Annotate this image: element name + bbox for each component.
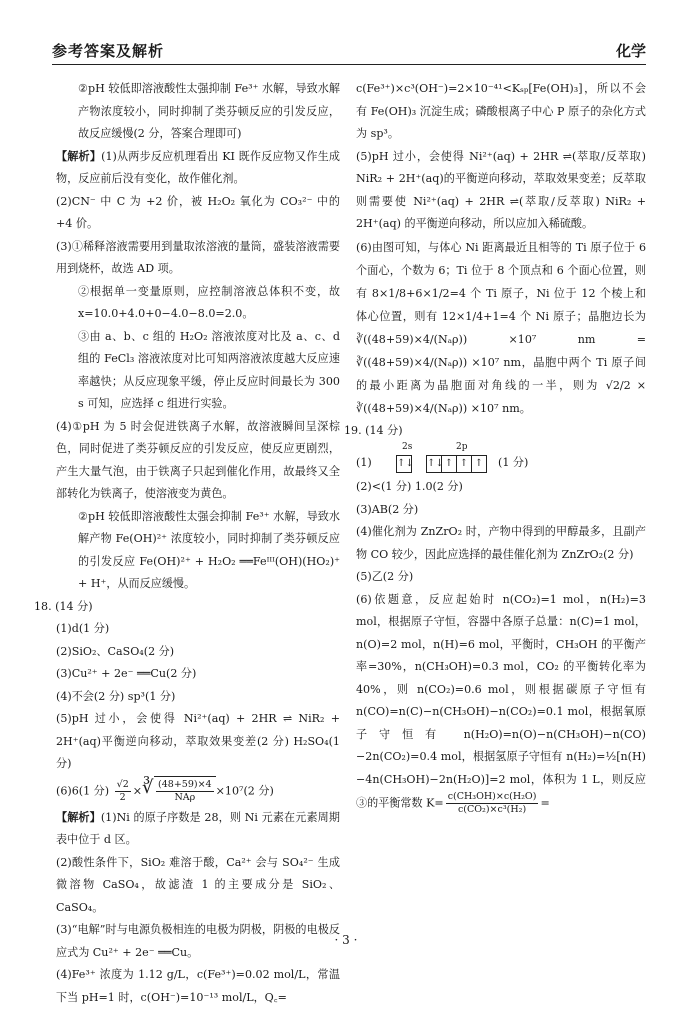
right-r1: c(Fe³⁺)×c³(OH⁻)=2×10⁻⁴¹<Kₛₚ[Fe(OH)₃]，所以不会有 Fe(OH)₃ 沉淀生成；磷酸根离子中心 P 原子的杂化方式为 sp³。 — [356, 82, 646, 140]
k-num: c(CH₃OH)×c(H₂O) — [447, 791, 537, 802]
q19-b5: (5)乙(2 分) — [356, 570, 414, 583]
q18-analysis-head: 【解析】 — [56, 810, 101, 824]
q18-j3: (3)“电解”时与电源负极相连的电极为阴极，阴极的电极反应式为 Cu²⁺ + 2e⁻ ══Cu。 — [56, 923, 340, 959]
left-column — [34, 78, 340, 1009]
q18-j1: (1)Ni 的原子序数是 28，则 Ni 元素在元素周期表中位于 d 区。 — [56, 810, 340, 846]
header-subject: 化学 — [615, 42, 646, 60]
root-den: NAρ — [174, 792, 196, 803]
orbital-2s-label: 2s — [402, 442, 413, 452]
orbital-2p-box-2: ↑ — [442, 455, 457, 473]
q18-analysis-1 — [56, 807, 340, 852]
right-column — [344, 78, 646, 816]
page-header — [52, 38, 646, 62]
orbital-2s-box: ↑↓ — [396, 455, 412, 473]
right-r3: (6)由图可知，与体心 Ni 距离最近且相等的 Ti 原子位于 6 个面心，个数为 6；Ti 位于 8 个顶点和 6 个面心位置，则有 8×1/8+6×1/2=4 个 Ti 原子，Ni 位于 12 个棱上和体心位置，则有 12×1/4+1=4 个 Ni 原子；晶胞边长为 ∛((48+59)×4/(Nₐρ)) ×10⁷ nm = ∛((48+59)×4/(Nₐρ)) ×10⁷ nm，晶胞中两个 Ti 原子间的最小距离为晶胞面对角线的一半，则为 √2/2 × ∛((48+59)×4/(Nₐρ)) ×10⁷ nm。 — [356, 240, 646, 415]
q19-b6-tail: = — [540, 796, 550, 810]
q19-b4: (4)催化剂为 ZnZrO₂ 时，产物中得到的甲醇最多，且副产物 CO 较少，因此应选择的最佳催化剂为 ZnZrO₂(2 分) — [356, 525, 646, 561]
orbital-2p-box-1: ↑↓ — [426, 455, 442, 473]
cube-root — [142, 776, 216, 807]
q18-a1: (1)d(1 分) — [56, 622, 110, 635]
k-fraction — [446, 791, 539, 816]
left-p3: (2)CN⁻ 中 C 为 +2 价，被 H₂O₂ 氧化为 CO₃²⁻ 中的 +4 价。 — [56, 194, 340, 230]
q19-title: 19. (14 分) — [344, 423, 403, 437]
left-p2 — [56, 146, 340, 191]
q19-b6 — [356, 589, 646, 817]
q19-b1-post: (1 分) — [498, 456, 529, 469]
q18-a4: (4)不会(2 分) sp³(1 分) — [56, 689, 176, 703]
analysis-1: (1)从两步反应机理看出 KI 既作反应物又作生成物，反应前后没有变化，故作催化剂。 — [56, 149, 340, 185]
q18-a6-post: ×10⁷(2 分) — [215, 784, 274, 797]
q18-a6-pre: (6)6(1 分) — [56, 784, 110, 797]
orbital-2p-label: 2p — [456, 442, 468, 452]
page-number: · 3 · — [334, 933, 358, 947]
q18-a5: (5)pH 过小，会使得 Ni²⁺(aq) + 2HR ⇌ NiR₂ + 2H⁺(aq)平衡逆向移动，萃取效果变差(2 分) H₂SO₄(1 分) — [56, 712, 340, 770]
sqrt2-over-2 — [115, 779, 131, 804]
root-fraction — [156, 779, 214, 804]
sqrt2-den: 2 — [119, 791, 126, 803]
k-den: c(CO₂)×c³(H₂) — [457, 804, 527, 815]
right-r2: (5)pH 过小，会使得 Ni²⁺(aq) + 2HR ⇌(萃取/反萃取) NiR₂ + 2H⁺(aq)的平衡逆向移动，萃取效果变差；反萃取则需要使 Ni²⁺(aq) + 2HR ⇌(萃取/反萃取) NiR₂ + 2H⁺(aq) 的平衡逆向移动，所以应加入稀硫酸。 — [356, 149, 646, 230]
q19-b1-pre: (1) — [356, 456, 372, 469]
q19-b2: (2)<(1 分) 1.0(2 分) — [356, 480, 463, 493]
left-p6: ③由 a、b、c 组的 H₂O₂ 溶液浓度对比及 a、c、d 组的 FeCl₃ 溶液浓度对比可知两溶液浓度越大反应速率越快；从反应现象平缓，停止反应时间最长为 300 s 可知，应选择 c 组进行实验。 — [78, 329, 340, 410]
left-p5: ②根据单一变量原则，应控制溶液总体积不变，故 x=10.0+4.0+0−4.0−8.0=2.0。 — [78, 284, 340, 320]
left-p1: ②pH 较低即溶液酸性太强抑制 Fe³⁺ 水解，导致水解产物浓度较小，同时抑制了类芬顿反应的引发反应，故反应缓慢(2 分，答案合理即可) — [78, 82, 340, 140]
orbital-2p-box-3: ↑ — [457, 455, 472, 473]
q18-title: 18. (14 分) — [34, 599, 93, 613]
left-p8: ②pH 较低即溶液酸性太强会抑制 Fe³⁺ 水解，导致水解产物 Fe(OH)²⁺ 浓度较小，同时抑制了类芬顿反应的引发反应 Fe(OH)²⁺ + H₂O₂ ══Feᴵᴵᴵ(OH)(HO₂)⁺ + H⁺，从而反应缓慢。 — [78, 509, 340, 590]
orbital-2p — [426, 453, 487, 476]
root-num: (48+59)×4 — [158, 779, 212, 790]
cube-root-sign: ∛ — [142, 776, 154, 798]
q18-a3: (3)Cu²⁺ + 2e⁻ ══Cu(2 分) — [56, 667, 197, 680]
sqrt2-num: √2 — [116, 778, 129, 790]
q19-b6-text: (6)依题意，反应起始时 n(CO₂)=1 mol，n(H₂)=3 mol，根据原子守恒，容器中各原子总量：n(C)=1 mol，n(O)=2 mol，n(H)=6 mol，平衡时，CH₃OH 的平衡产率=30%，n(CH₃OH)=0.3 mol，CO₂ 的平衡转化率为 40%，则 n(CO₂)=0.6 mol，则根据碳原子守恒有 n(CO)=n(C)−n(CH₃OH)−n(CO₂)=0.1 mol，根据氧原子守恒有 n(H₂O)=n(O)−n(CH₃OH)−n(CO)−2n(CO₂)=0.4 mol，根据氢原子守恒有 n(H₂)=½[n(H)−4n(CH₃OH)−2n(H₂O)]=2 mol，体积为 1 L，则反应③的平衡常数 K= — [356, 592, 646, 810]
orbital-diagram — [356, 442, 646, 476]
q18-j4: (4)Fe³⁺ 浓度为 1.12 g/L，c(Fe³⁺)=0.02 mol/L，常温下当 pH=1 时，c(OH⁻)=10⁻¹³ mol/L，Q꜀= — [56, 968, 340, 1004]
analysis-head: 【解析】 — [56, 149, 102, 163]
left-p7: (4)①pH 为 5 时会促进铁离子水解，故溶液瞬间呈深棕色，同时促进了类芬顿反应的引发反应，使反应更剧烈，产生大量气泡，由于铁离子只起到催化作用，故最终又全部转化为铁离子，使溶液变为黄色。 — [56, 419, 340, 500]
left-p4: (3)①稀释溶液需要用到量取浓溶液的量筒，盛装溶液需要用到烧杯，故选 AD 项。 — [56, 239, 340, 275]
orbital-2s — [396, 453, 412, 476]
q19-b3: (3)AB(2 分) — [356, 502, 419, 516]
q18-a6: (6)6(1 分) $\frac{√2}{2}$ × ∛ $\frac{(48+59)\times 4}{\text{NAρ}}$ ×10⁷(2 分) — [56, 776, 340, 807]
header-title: 参考答案及解析 — [52, 42, 165, 60]
q18-j2: (2)酸性条件下，SiO₂ 难溶于酸，Ca²⁺ 会与 SO₄²⁻ 生成微溶物 CaSO₄，故滤渣 1 的主要成分是 SiO₂、CaSO₄。 — [56, 855, 340, 914]
orbital-2p-box-4: ↑ — [472, 455, 487, 473]
q18-a2: (2)SiO₂、CaSO₄(2 分) — [56, 644, 175, 658]
header-rule — [52, 64, 646, 65]
